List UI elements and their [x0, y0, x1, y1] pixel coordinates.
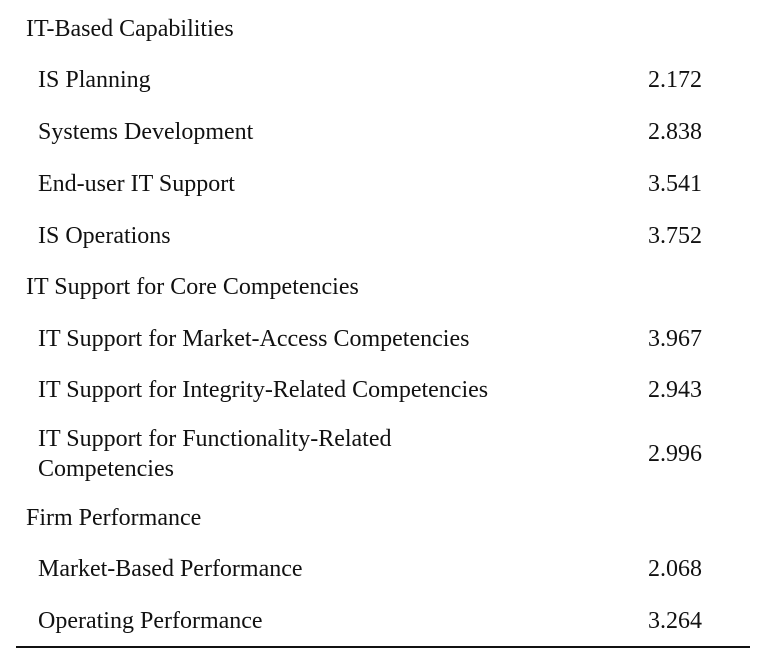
- row-label: IS Planning: [38, 67, 151, 93]
- row-value: 2.838: [648, 119, 702, 145]
- row-label-line2: Competencies: [38, 456, 174, 482]
- section-title: Firm Performance: [26, 505, 202, 531]
- row-label-line1: IT Support for Functionality-Related: [38, 426, 392, 452]
- row-label: Systems Development: [38, 119, 254, 145]
- row-label: Market-Based Performance: [38, 556, 303, 582]
- row-value: 3.752: [648, 223, 702, 249]
- row-label: IT Support for Market-Access Competencies: [38, 326, 470, 352]
- row-value: 3.541: [648, 171, 702, 197]
- row-label: End-user IT Support: [38, 171, 235, 197]
- row-value: 2.996: [648, 441, 702, 467]
- row-label: Operating Performance: [38, 608, 263, 634]
- row-value: 3.264: [648, 608, 702, 634]
- row-label: IT Support for Integrity-Related Competencies: [38, 377, 489, 403]
- row-value: 2.068: [648, 556, 702, 582]
- row-label: IS Operations: [38, 223, 171, 249]
- row-value: 2.172: [648, 67, 702, 93]
- section-title: IT-Based Capabilities: [26, 16, 234, 42]
- row-value: 2.943: [648, 377, 702, 403]
- section-title: IT Support for Core Competencies: [26, 274, 359, 300]
- row-value: 3.967: [648, 326, 702, 352]
- table-bottom-rule: [16, 646, 750, 648]
